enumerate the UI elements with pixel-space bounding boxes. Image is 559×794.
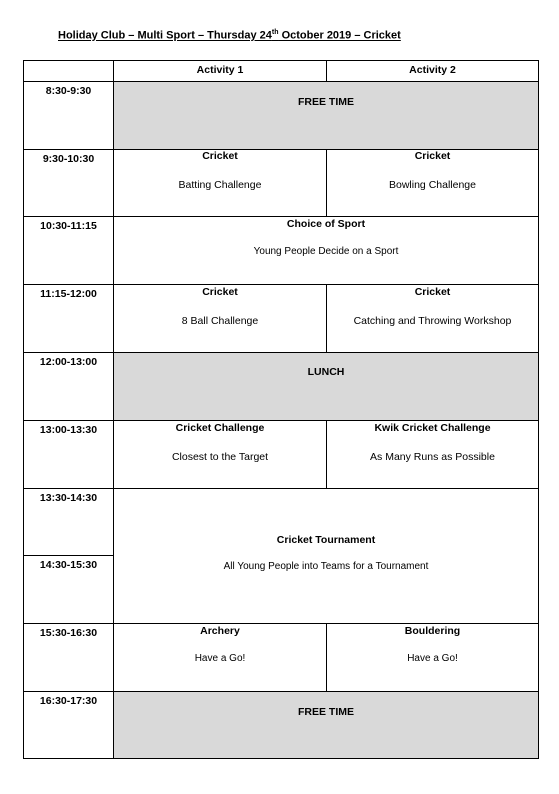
activity-description: Have a Go! bbox=[194, 653, 246, 664]
time-cell bbox=[23, 623, 114, 692]
activity-title: Cricket bbox=[414, 150, 451, 162]
header-activity-1-label: Activity 1 bbox=[196, 64, 244, 76]
time-cell bbox=[23, 284, 114, 353]
title-rest: October 2019 – Cricket bbox=[278, 29, 401, 42]
activity-title: Bouldering bbox=[404, 625, 461, 637]
activity-1-cell bbox=[113, 420, 327, 489]
activity-description: 8 Ball Challenge bbox=[181, 315, 259, 327]
time-label: 12:00-13:00 bbox=[39, 356, 98, 368]
activity-description: Batting Challenge bbox=[178, 179, 262, 191]
activity-description: Bowling Challenge bbox=[389, 179, 476, 191]
free-time-block bbox=[113, 81, 539, 150]
activity-title: Archery bbox=[200, 625, 240, 637]
free-time-block bbox=[113, 691, 539, 759]
activity-title: Kwik Cricket Challenge bbox=[374, 422, 491, 434]
time-cell bbox=[23, 691, 114, 759]
time-label: 10:30-11:15 bbox=[40, 220, 97, 232]
block-label: LUNCH bbox=[307, 366, 345, 378]
time-cell bbox=[23, 81, 114, 150]
time-cell bbox=[23, 488, 114, 556]
block-description: Young People Decide on a Sport bbox=[253, 246, 399, 257]
title-main: Holiday Club – Multi Sport – Thursday 24 bbox=[58, 29, 272, 42]
time-label: 14:30-15:30 bbox=[39, 559, 98, 571]
time-cell bbox=[23, 352, 114, 421]
activity-title: Cricket bbox=[202, 286, 238, 298]
title-superscript: th bbox=[271, 29, 279, 36]
time-cell bbox=[23, 420, 114, 489]
time-cell bbox=[23, 555, 114, 624]
activity-1-cell bbox=[113, 149, 327, 217]
time-label: 15:30-16:30 bbox=[39, 627, 98, 639]
activity-1-cell bbox=[113, 623, 327, 692]
activity-description: As Many Runs as Possible bbox=[370, 451, 495, 463]
choice-of-sport-block bbox=[113, 216, 539, 285]
header-activity-1 bbox=[113, 60, 327, 82]
activity-1-cell bbox=[113, 284, 327, 353]
activity-description: Closest to the Target bbox=[171, 451, 269, 463]
header-activity-2-label: Activity 2 bbox=[409, 64, 456, 76]
cricket-tournament-block bbox=[113, 488, 539, 624]
activity-title: Cricket bbox=[414, 286, 451, 298]
time-label: 13:00-13:30 bbox=[39, 424, 98, 436]
block-description: All Young People into Teams for a Tournament bbox=[223, 561, 429, 572]
activity-2-cell bbox=[326, 149, 539, 217]
time-cell bbox=[23, 149, 114, 217]
activity-title: Cricket bbox=[202, 150, 238, 162]
block-label: FREE TIME bbox=[297, 96, 354, 108]
time-label: 9:30-10:30 bbox=[42, 153, 95, 165]
time-label: 11:15-12:00 bbox=[40, 288, 97, 300]
activity-2-cell bbox=[326, 284, 539, 353]
activity-description: Have a Go! bbox=[407, 653, 458, 664]
time-label: 16:30-17:30 bbox=[39, 695, 98, 707]
block-label: FREE TIME bbox=[297, 706, 354, 718]
activity-title: Cricket Challenge bbox=[175, 422, 265, 434]
activity-2-cell bbox=[326, 420, 539, 489]
page-title bbox=[58, 29, 401, 42]
lunch-block bbox=[113, 352, 539, 421]
activity-description: Catching and Throwing Workshop bbox=[353, 315, 512, 327]
time-cell bbox=[23, 216, 114, 285]
time-label: 13:30-14:30 bbox=[39, 492, 98, 504]
header-activity-2 bbox=[326, 60, 539, 82]
time-label: 8:30-9:30 bbox=[45, 85, 92, 97]
activity-2-cell bbox=[326, 623, 539, 692]
block-title: Cricket Tournament bbox=[276, 534, 376, 546]
header-empty-cell bbox=[23, 60, 114, 82]
block-title: Choice of Sport bbox=[286, 218, 366, 230]
